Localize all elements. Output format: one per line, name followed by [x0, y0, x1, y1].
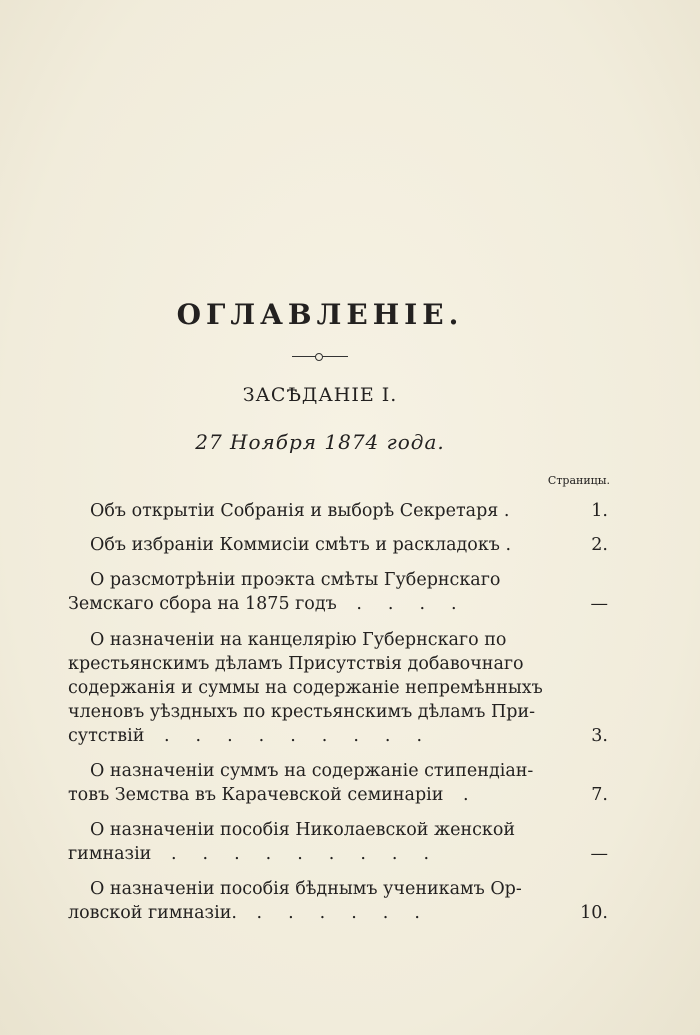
toc-page-number: 2. — [591, 535, 608, 555]
toc-page-number: 7. — [591, 785, 608, 805]
toc-entry-text: Объ открытіи Собранія и выборѣ Секретаря . — [90, 501, 510, 521]
toc-entry — [68, 533, 608, 557]
toc-entry-text: Земскаго сбора на 1875 годъ — [68, 594, 337, 614]
toc-entry-text: Объ избраніи Коммисіи смѣтъ и раскладокъ . — [90, 535, 512, 555]
toc-page-number: — — [590, 844, 608, 864]
toc-entry-text: членовъ уѣздныхъ по крестьянскимъ дѣламъ При- — [68, 702, 536, 722]
ornament-divider — [292, 356, 348, 359]
toc-entry: О назначеніи суммъ на содержаніе стипендіан- товъ Земства въ Карачевской семинаріи . 7. — [68, 761, 608, 805]
toc-entry-text: ловской гимназіи. — [68, 903, 237, 923]
toc-entry-text: О назначеніи пособія бѣднымъ ученикамъ Ор- — [90, 879, 522, 899]
toc-entry-text: крестьянскимъ дѣламъ Присутствія добавочнаго — [68, 654, 524, 674]
session-heading: ЗАСѢДАНІЕ I. — [242, 384, 398, 406]
toc-entry-text: О назначеніи пособія Николаевской женской — [90, 820, 516, 840]
toc-entry: О назначеніи пособія бѣднымъ ученикамъ Ор- ловской гимназіи. ...... 10. — [68, 879, 608, 923]
toc-page-number: 1. — [591, 501, 608, 521]
toc-entry-text: содержанія и суммы на содержаніе непремѣнныхъ — [68, 678, 543, 698]
toc-page-number: 3. — [591, 726, 608, 746]
toc-entry: О назначеніи пособія Николаевской женской гимназіи ......... — — [68, 820, 608, 864]
session-date: 27 Ноября 1874 года. — [195, 430, 445, 454]
toc-page-number: — — [590, 594, 608, 614]
toc-entry-text: О назначеніи на канцелярію Губернскаго по — [90, 630, 507, 650]
toc-entry-text: О назначеніи суммъ на содержаніе стипендіан- — [90, 761, 534, 781]
toc-entry: О назначеніи на канцелярію Губернскаго по крестьянскимъ дѣламъ Присутствія добавочнаго содержанія и суммы на содержаніе непремѣнныхъ членовъ уѣздныхъ по крестьянскимъ дѣламъ При- сутствій ......... 3. — [68, 630, 608, 746]
toc-page-number: 10. — [580, 903, 608, 923]
toc-entry-text: сутствій — [68, 726, 145, 746]
toc-entry — [68, 499, 608, 523]
toc-entry-text: гимназіи — [68, 844, 152, 864]
toc-entry-text: О разсмотрѣніи проэкта смѣты Губернскаго — [90, 570, 501, 590]
toc-entry: О разсмотрѣніи проэкта смѣты Губернскаго Земскаго сбора на 1875 годъ .... — — [68, 570, 608, 614]
toc-entry-text: товъ Земства въ Карачевской семинаріи — [68, 785, 444, 805]
pages-column-header: Страницы. — [547, 474, 610, 487]
page-title: ОГЛАВЛЕНІЕ. — [176, 298, 464, 331]
